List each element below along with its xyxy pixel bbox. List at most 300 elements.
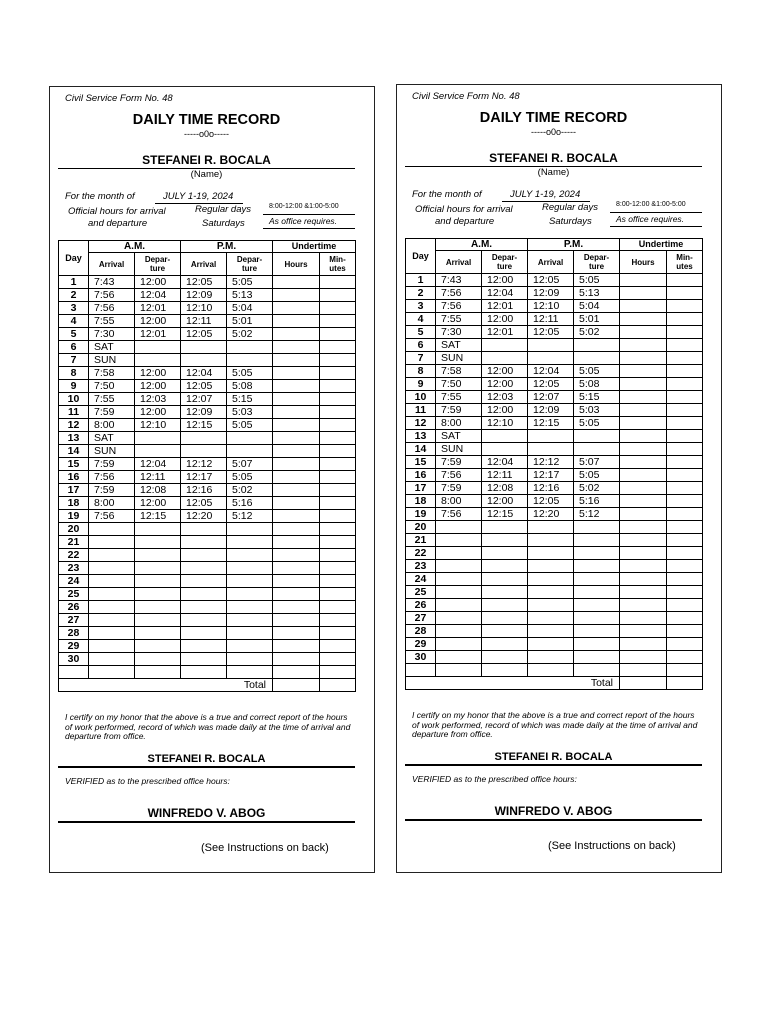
day-cell: 3	[59, 302, 89, 315]
am-arrival-cell	[436, 534, 482, 547]
pm-departure-cell	[574, 339, 620, 352]
am-arrival-cell: 7:56	[436, 508, 482, 521]
pm-departure-cell: 5:02	[227, 328, 273, 341]
undertime-minutes-cell	[320, 419, 356, 432]
am-arrival-cell: SAT	[89, 432, 135, 445]
pm-departure-cell	[574, 651, 620, 664]
am-arrival-cell: 7:56	[89, 471, 135, 484]
undertime-hours-cell	[620, 495, 667, 508]
am-arrival-cell	[436, 664, 482, 677]
undertime-minutes-cell	[667, 339, 703, 352]
pm-departure-cell	[574, 352, 620, 365]
day-cell: 16	[406, 469, 436, 482]
verified-text: VERIFIED as to the prescribed office hours:	[65, 776, 230, 786]
table-row	[406, 287, 703, 300]
official-hours-label: Official hours for arrival	[68, 206, 166, 217]
pm-arrival-cell: 12:17	[181, 471, 227, 484]
pm-departure-cell	[574, 560, 620, 573]
am-arrival-cell: 7:30	[436, 326, 482, 339]
am-departure-cell: 12:03	[135, 393, 181, 406]
am-departure-cell	[482, 443, 528, 456]
pm-departure-cell: 5:05	[227, 471, 273, 484]
am-departure-cell	[135, 666, 181, 679]
table-row	[406, 404, 703, 417]
undertime-minutes-cell	[667, 521, 703, 534]
col-header-pm-arrival: Arrival	[528, 251, 574, 274]
pm-arrival-cell: 12:17	[528, 469, 574, 482]
undertime-minutes-cell	[667, 495, 703, 508]
pm-departure-cell	[574, 430, 620, 443]
pm-departure-cell	[574, 625, 620, 638]
am-departure-cell	[135, 614, 181, 627]
am-arrival-cell: 7:56	[436, 469, 482, 482]
table-row	[406, 430, 703, 443]
day-cell: 7	[406, 352, 436, 365]
am-departure-cell: 12:00	[482, 378, 528, 391]
undertime-minutes-cell	[320, 484, 356, 497]
employee-signature-name: STEFANEI R. BOCALA	[494, 751, 613, 763]
am-departure-cell: 12:01	[135, 328, 181, 341]
am-departure-cell: 12:01	[482, 326, 528, 339]
undertime-minutes-cell	[320, 614, 356, 627]
day-cell: 6	[59, 341, 89, 354]
table-row	[406, 547, 703, 560]
am-departure-cell	[482, 638, 528, 651]
am-departure-cell: 12:00	[135, 367, 181, 380]
pm-arrival-cell: 12:05	[528, 378, 574, 391]
form-number: Civil Service Form No. 48	[65, 93, 173, 104]
am-departure-cell	[482, 521, 528, 534]
am-arrival-cell: 7:59	[89, 458, 135, 471]
day-cell: 29	[59, 640, 89, 653]
table-row	[59, 666, 356, 679]
table-row	[406, 391, 703, 404]
col-header-am: A.M.	[436, 239, 528, 251]
undertime-minutes-cell	[320, 640, 356, 653]
pm-arrival-cell	[528, 430, 574, 443]
undertime-hours-cell	[273, 354, 320, 367]
am-departure-cell: 12:04	[482, 287, 528, 300]
pm-departure-cell: 5:15	[227, 393, 273, 406]
table-row	[59, 653, 356, 666]
day-cell: 1	[406, 274, 436, 287]
col-header-am-departure: Depar- ture	[135, 253, 181, 276]
table-row	[406, 573, 703, 586]
am-arrival-cell	[89, 562, 135, 575]
am-departure-cell	[482, 599, 528, 612]
undertime-hours-cell	[620, 664, 667, 677]
day-cell: 18	[406, 495, 436, 508]
table-row	[59, 575, 356, 588]
undertime-minutes-cell	[667, 482, 703, 495]
table-row	[59, 341, 356, 354]
regular-days-value: 8:00-12:00 &1:00-5:00	[610, 200, 702, 213]
day-cell: 21	[59, 536, 89, 549]
undertime-minutes-cell	[667, 391, 703, 404]
col-header-am: A.M.	[89, 241, 181, 253]
pm-departure-cell	[227, 562, 273, 575]
undertime-minutes-cell	[320, 380, 356, 393]
pm-arrival-cell: 12:05	[181, 497, 227, 510]
am-arrival-cell	[89, 523, 135, 536]
day-cell: 22	[406, 547, 436, 560]
undertime-minutes-cell	[667, 456, 703, 469]
undertime-hours-cell	[620, 573, 667, 586]
pm-arrival-cell: 12:09	[181, 289, 227, 302]
day-cell: 19	[406, 508, 436, 521]
day-cell: 4	[406, 313, 436, 326]
am-arrival-cell: SAT	[436, 430, 482, 443]
pm-departure-cell	[227, 432, 273, 445]
undertime-hours-cell	[620, 378, 667, 391]
undertime-minutes-cell	[667, 352, 703, 365]
am-departure-cell	[135, 588, 181, 601]
pm-departure-cell: 5:03	[574, 404, 620, 417]
table-row	[406, 313, 703, 326]
pm-departure-cell: 5:12	[227, 510, 273, 523]
pm-departure-cell	[574, 521, 620, 534]
pm-departure-cell: 5:16	[227, 497, 273, 510]
pm-arrival-cell	[528, 352, 574, 365]
undertime-hours-cell	[273, 575, 320, 588]
am-arrival-cell: 7:59	[436, 404, 482, 417]
table-row	[59, 315, 356, 328]
day-cell: 17	[406, 482, 436, 495]
pm-departure-cell: 5:05	[574, 274, 620, 287]
saturdays-value: As office requires.	[263, 216, 355, 229]
day-cell: 15	[59, 458, 89, 471]
pm-departure-cell	[574, 638, 620, 651]
am-departure-cell: 12:15	[482, 508, 528, 521]
day-cell: 28	[59, 627, 89, 640]
undertime-minutes-cell	[667, 417, 703, 430]
am-arrival-cell	[89, 588, 135, 601]
time-record-table	[405, 238, 703, 690]
undertime-hours-cell	[273, 549, 320, 562]
day-cell: 17	[59, 484, 89, 497]
pm-arrival-cell	[181, 614, 227, 627]
pm-departure-cell	[227, 653, 273, 666]
table-row	[59, 354, 356, 367]
day-cell: 20	[406, 521, 436, 534]
saturdays-value: As office requires.	[610, 214, 702, 227]
am-arrival-cell: 7:58	[89, 367, 135, 380]
pm-arrival-cell	[528, 599, 574, 612]
table-row	[59, 471, 356, 484]
am-arrival-cell	[89, 601, 135, 614]
am-departure-cell	[482, 651, 528, 664]
undertime-hours-cell	[620, 560, 667, 573]
time-record-table	[58, 240, 356, 692]
am-arrival-cell	[436, 586, 482, 599]
am-arrival-cell	[436, 573, 482, 586]
table-row	[406, 456, 703, 469]
undertime-hours-cell	[273, 341, 320, 354]
day-cell: 2	[406, 287, 436, 300]
table-row	[406, 638, 703, 651]
day-cell: 14	[406, 443, 436, 456]
am-departure-cell: 12:15	[135, 510, 181, 523]
pm-arrival-cell: 12:04	[528, 365, 574, 378]
pm-arrival-cell: 12:09	[181, 406, 227, 419]
pm-arrival-cell: 12:16	[181, 484, 227, 497]
undertime-hours-cell	[273, 380, 320, 393]
pm-arrival-cell: 12:05	[528, 495, 574, 508]
day-cell: 29	[406, 638, 436, 651]
undertime-hours-cell	[273, 367, 320, 380]
am-arrival-cell	[89, 549, 135, 562]
undertime-hours-cell	[273, 276, 320, 289]
day-cell: 9	[406, 378, 436, 391]
pm-arrival-cell: 12:10	[181, 302, 227, 315]
table-row	[406, 599, 703, 612]
table-row	[59, 432, 356, 445]
day-cell: 18	[59, 497, 89, 510]
am-departure-cell	[135, 523, 181, 536]
undertime-hours-cell	[273, 445, 320, 458]
undertime-minutes-cell	[667, 430, 703, 443]
undertime-hours-cell	[620, 599, 667, 612]
pm-departure-cell	[227, 341, 273, 354]
month-label: For the month of	[412, 189, 482, 200]
table-row	[59, 640, 356, 653]
pm-departure-cell: 5:05	[574, 365, 620, 378]
supervisor-signature-line	[405, 819, 702, 821]
dtr-form-right	[396, 84, 722, 873]
pm-arrival-cell: 12:09	[528, 287, 574, 300]
undertime-minutes-cell	[320, 666, 356, 679]
undertime-hours-cell	[273, 484, 320, 497]
pm-arrival-cell	[181, 627, 227, 640]
undertime-minutes-cell	[667, 378, 703, 391]
pm-arrival-cell	[528, 521, 574, 534]
pm-departure-cell: 5:05	[574, 417, 620, 430]
undertime-minutes-cell	[320, 497, 356, 510]
undertime-minutes-cell	[667, 300, 703, 313]
table-row	[59, 289, 356, 302]
am-arrival-cell: 7:55	[89, 393, 135, 406]
pm-arrival-cell	[528, 664, 574, 677]
am-arrival-cell	[89, 666, 135, 679]
am-arrival-cell: 7:59	[89, 406, 135, 419]
am-departure-cell: 12:04	[482, 456, 528, 469]
pm-departure-cell	[227, 354, 273, 367]
am-arrival-cell: 7:56	[89, 302, 135, 315]
table-row	[406, 339, 703, 352]
day-cell: 9	[59, 380, 89, 393]
table-row	[406, 560, 703, 573]
undertime-hours-cell	[620, 625, 667, 638]
undertime-minutes-cell	[320, 588, 356, 601]
am-arrival-cell: 8:00	[89, 497, 135, 510]
pm-arrival-cell	[528, 612, 574, 625]
undertime-minutes-cell	[667, 508, 703, 521]
pm-departure-cell: 5:08	[227, 380, 273, 393]
table-row	[59, 484, 356, 497]
pm-arrival-cell: 12:09	[528, 404, 574, 417]
am-departure-cell: 12:01	[135, 302, 181, 315]
am-arrival-cell	[436, 651, 482, 664]
undertime-hours-cell	[273, 523, 320, 536]
undertime-minutes-cell	[320, 562, 356, 575]
pm-arrival-cell	[181, 601, 227, 614]
col-header-day: Day	[59, 241, 89, 276]
pm-departure-cell: 5:05	[574, 469, 620, 482]
pm-departure-cell	[227, 601, 273, 614]
table-row	[406, 417, 703, 430]
table-row	[59, 406, 356, 419]
undertime-hours-cell	[620, 391, 667, 404]
undertime-minutes-cell	[320, 510, 356, 523]
am-arrival-cell	[436, 547, 482, 560]
undertime-minutes-cell	[320, 627, 356, 640]
undertime-minutes-cell	[667, 365, 703, 378]
total-hours-cell	[273, 679, 320, 692]
day-cell: 11	[59, 406, 89, 419]
total-row	[406, 677, 703, 690]
undertime-hours-cell	[273, 627, 320, 640]
am-departure-cell: 12:10	[482, 417, 528, 430]
employee-signature-line	[405, 764, 702, 766]
day-cell: 5	[59, 328, 89, 341]
am-departure-cell: 12:11	[135, 471, 181, 484]
undertime-hours-cell	[620, 547, 667, 560]
pm-arrival-cell: 12:10	[528, 300, 574, 313]
am-departure-cell: 12:04	[135, 289, 181, 302]
am-arrival-cell	[436, 599, 482, 612]
undertime-hours-cell	[620, 430, 667, 443]
day-cell: 8	[59, 367, 89, 380]
pm-arrival-cell: 12:15	[181, 419, 227, 432]
pm-arrival-cell: 12:07	[181, 393, 227, 406]
am-arrival-cell: 7:56	[89, 289, 135, 302]
am-departure-cell: 12:03	[482, 391, 528, 404]
pm-departure-cell	[574, 599, 620, 612]
am-arrival-cell: 7:43	[436, 274, 482, 287]
am-departure-cell	[135, 341, 181, 354]
month-value: JULY 1-19, 2024	[155, 191, 243, 204]
undertime-hours-cell	[273, 562, 320, 575]
am-departure-cell	[482, 573, 528, 586]
table-row	[59, 614, 356, 627]
pm-arrival-cell: 12:11	[528, 313, 574, 326]
day-cell: 13	[406, 430, 436, 443]
undertime-minutes-cell	[320, 471, 356, 484]
am-arrival-cell: 7:55	[89, 315, 135, 328]
am-arrival-cell: 7:56	[89, 510, 135, 523]
col-header-undertime: Undertime	[620, 239, 703, 251]
am-arrival-cell: 7:56	[436, 287, 482, 300]
col-header-hours: Hours	[273, 253, 320, 276]
undertime-hours-cell	[620, 274, 667, 287]
supervisor-signature-name: WINFREDO V. ABOG	[494, 804, 613, 818]
day-cell: 10	[406, 391, 436, 404]
form-number: Civil Service Form No. 48	[412, 91, 520, 102]
pm-arrival-cell	[181, 354, 227, 367]
supervisor-signature-line	[58, 821, 355, 823]
undertime-minutes-cell	[320, 406, 356, 419]
total-label: Total	[59, 679, 273, 692]
day-cell: 26	[406, 599, 436, 612]
day-cell: 24	[59, 575, 89, 588]
total-row	[59, 679, 356, 692]
am-departure-cell: 12:04	[135, 458, 181, 471]
am-departure-cell: 12:11	[482, 469, 528, 482]
pm-arrival-cell: 12:04	[181, 367, 227, 380]
am-departure-cell	[135, 354, 181, 367]
pm-arrival-cell: 12:12	[528, 456, 574, 469]
table-row	[406, 482, 703, 495]
am-arrival-cell: SAT	[89, 341, 135, 354]
am-arrival-cell: 8:00	[89, 419, 135, 432]
table-row	[59, 549, 356, 562]
col-header-am-arrival: Arrival	[436, 251, 482, 274]
am-departure-cell	[135, 627, 181, 640]
pm-arrival-cell: 12:05	[181, 276, 227, 289]
pm-departure-cell	[227, 666, 273, 679]
am-arrival-cell: 7:50	[436, 378, 482, 391]
col-header-pm-departure: Depar- ture	[227, 253, 273, 276]
pm-departure-cell: 5:02	[574, 482, 620, 495]
am-departure-cell: 12:00	[482, 495, 528, 508]
am-arrival-cell	[436, 612, 482, 625]
undertime-minutes-cell	[320, 549, 356, 562]
undertime-hours-cell	[273, 393, 320, 406]
table-row	[59, 328, 356, 341]
official-hours-label-2: and departure	[88, 218, 148, 229]
pm-departure-cell: 5:12	[574, 508, 620, 521]
pm-arrival-cell	[528, 560, 574, 573]
am-departure-cell	[482, 612, 528, 625]
pm-departure-cell	[227, 588, 273, 601]
day-cell: 12	[59, 419, 89, 432]
table-row	[406, 651, 703, 664]
undertime-minutes-cell	[320, 289, 356, 302]
undertime-hours-cell	[273, 666, 320, 679]
undertime-minutes-cell	[320, 445, 356, 458]
total-label: Total	[406, 677, 620, 690]
undertime-hours-cell	[620, 508, 667, 521]
pm-departure-cell: 5:05	[227, 276, 273, 289]
day-cell: 10	[59, 393, 89, 406]
day-cell: 13	[59, 432, 89, 445]
table-row	[59, 562, 356, 575]
verified-text: VERIFIED as to the prescribed office hours:	[412, 774, 577, 784]
title-separator: -----o0o-----	[531, 127, 576, 137]
col-header-minutes: Min- utes	[320, 253, 356, 276]
pm-arrival-cell: 12:20	[181, 510, 227, 523]
pm-arrival-cell: 12:16	[528, 482, 574, 495]
col-header-pm: P.M.	[181, 241, 273, 253]
col-header-pm-departure: Depar- ture	[574, 251, 620, 274]
day-cell: 19	[59, 510, 89, 523]
undertime-minutes-cell	[320, 276, 356, 289]
am-departure-cell	[482, 664, 528, 677]
undertime-minutes-cell	[667, 599, 703, 612]
am-arrival-cell: SUN	[89, 445, 135, 458]
table-row	[406, 625, 703, 638]
regular-days-label: Regular days	[542, 202, 598, 213]
day-cell: 7	[59, 354, 89, 367]
am-arrival-cell: 8:00	[436, 495, 482, 508]
saturdays-label: Saturdays	[549, 216, 592, 227]
table-row	[406, 612, 703, 625]
pm-arrival-cell	[528, 339, 574, 352]
pm-departure-cell	[227, 445, 273, 458]
am-arrival-cell	[89, 640, 135, 653]
undertime-minutes-cell	[320, 523, 356, 536]
undertime-minutes-cell	[667, 586, 703, 599]
